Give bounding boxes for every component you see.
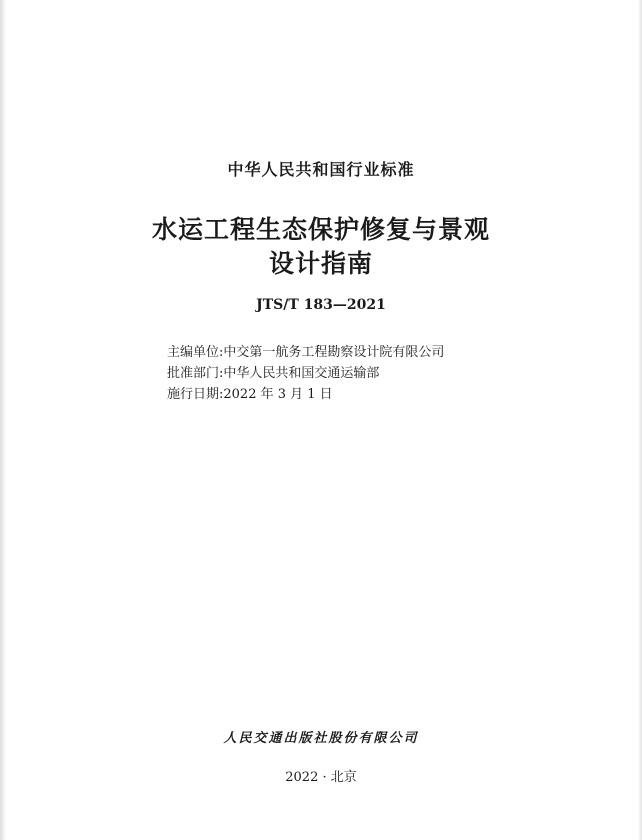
page-edge-shadow-left <box>0 0 6 840</box>
standard-code: JTS/T 183—2021 <box>256 297 386 313</box>
document-metadata <box>167 342 444 405</box>
document-title-line-1: 水运工程生态保护修复与景观 <box>151 215 490 244</box>
effective-date: 施行日期:2022 年 3 月 1 日 <box>167 387 333 402</box>
approval-department: 批准部门:中华人民共和国交通运输部 <box>167 366 380 381</box>
document-title-line-2: 设计指南 <box>268 249 373 278</box>
standard-category: 中华人民共和国行业标准 <box>227 160 415 179</box>
publisher-name: 人民交通出版社股份有限公司 <box>223 731 419 746</box>
publication-imprint: 2022 · 北京 <box>285 770 357 785</box>
editor-unit: 主编单位:中交第一航务工程勘察设计院有限公司 <box>167 345 445 360</box>
page-edge-shadow-right <box>638 0 642 840</box>
